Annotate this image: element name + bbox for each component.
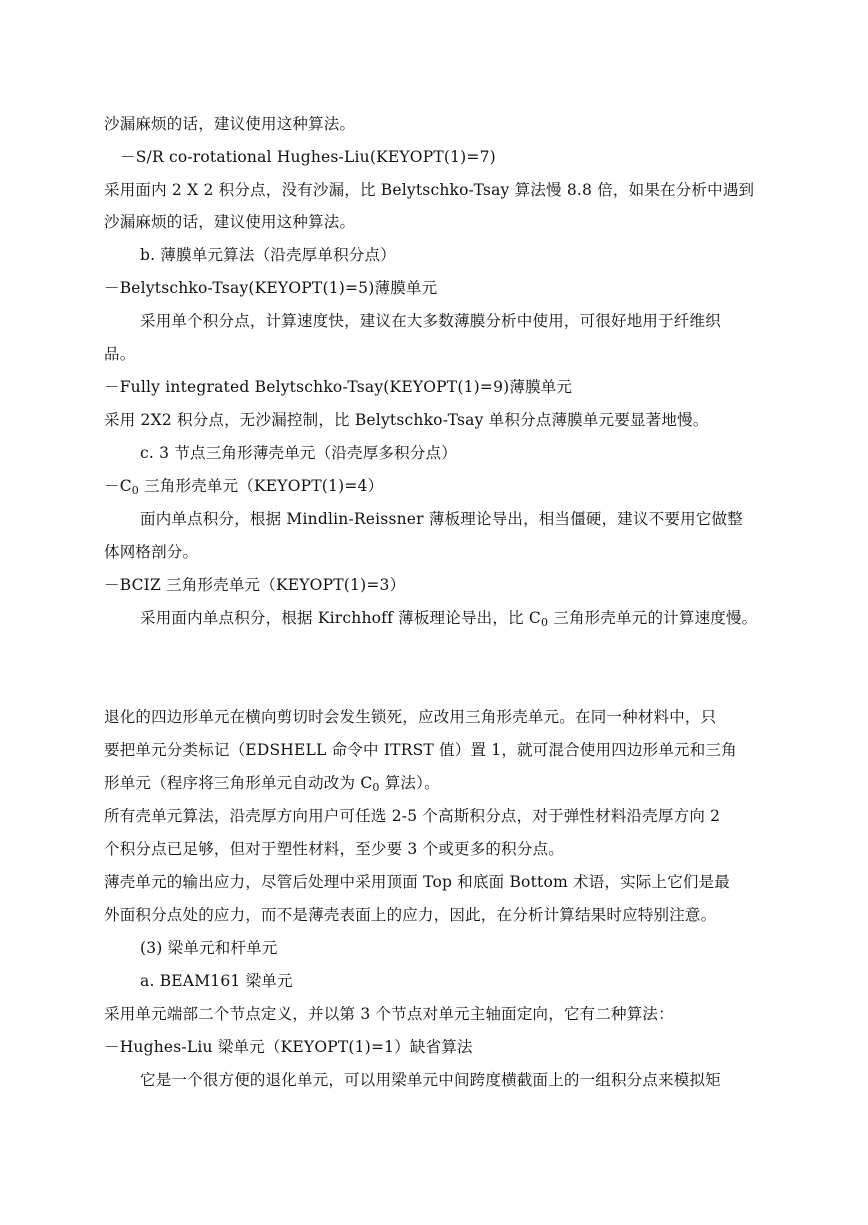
text-line: 沙漏麻烦的话，建议使用这种算法。 xyxy=(104,213,356,231)
text-run: 采用面内单点积分，根据 Kirchhoff 薄板理论导出，比 C xyxy=(140,609,541,627)
text-line: 采用单元端部二个节点定义，并以第 3 个节点对单元主轴面定向，它有二种算法： xyxy=(104,1005,674,1023)
text-line: －S/R co-rotational Hughes-Liu(KEYOPT(1)=7) xyxy=(120,148,496,166)
text-line: 所有壳单元算法，沿壳厚方向用户可任选 2-5 个高斯积分点，对于弹性材料沿壳厚方向 2 xyxy=(104,807,721,825)
text-run: 算法）。 xyxy=(379,774,440,792)
text-line xyxy=(104,773,794,793)
subscript: 0 xyxy=(540,616,549,629)
text-line: (3) 梁单元和杆单元 xyxy=(140,939,278,957)
text-line: 它是一个很方便的退化单元，可以用梁单元中间跨度横截面上的一组积分点来模拟矩 xyxy=(140,1071,721,1089)
text-run: －C xyxy=(104,477,132,495)
text-line: －BCIZ 三角形壳单元（KEYOPT(1)=3） xyxy=(104,576,406,594)
text-run: 三角形壳单元（KEYOPT(1)=4） xyxy=(138,477,384,495)
text-line: 退化的四边形单元在横向剪切时会发生锁死，应改用三角形壳单元。在同一种材料中，只 xyxy=(104,708,717,726)
text-line: 外面积分点处的应力，而不是薄壳表面上的应力，因此，在分析计算结果时应特别注意。 xyxy=(104,906,717,924)
text-line: 薄壳单元的输出应力，尽管后处理中采用顶面 Top 和底面 Bottom 术语，实际上它们是最 xyxy=(104,873,731,891)
text-line: 沙漏麻烦的话，建议使用这种算法。 xyxy=(104,115,356,133)
text-line: a. BEAM161 梁单元 xyxy=(140,972,293,990)
subscript: 0 xyxy=(131,484,139,497)
text-line: 个积分点已足够，但对于塑性材料，至少要 3 个或更多的积分点。 xyxy=(104,840,564,858)
text-line: 面内单点积分，根据 Mindlin-Reissner 薄板理论导出，相当僵硬，建议不要用它做整 xyxy=(140,510,743,528)
text-line: 体网格剖分。 xyxy=(104,543,199,561)
text-line: 要把单元分类标记（EDSHELL 命令中 ITRST 值）置 1，就可混合使用四边形单元和三角 xyxy=(104,741,737,759)
text-line: －Fully integrated Belytschko-Tsay(KEYOPT(1)=9)薄膜单元 xyxy=(104,378,573,396)
text-line: b. 薄膜单元算法（沿壳厚单积分点） xyxy=(140,246,396,264)
text-line: c. 3 节点三角形薄壳单元（沿壳厚多积分点） xyxy=(140,444,457,462)
text-run: 三角形壳单元的计算速度慢。 xyxy=(548,609,758,627)
text-line: －Belytschko-Tsay(KEYOPT(1)=5)薄膜单元 xyxy=(104,279,438,297)
text-line: 品。 xyxy=(104,345,136,363)
text-run: 形单元（程序将三角形单元自动改为 C xyxy=(104,774,373,792)
text-line: 采用面内 2 X 2 积分点，没有沙漏，比 Belytschko-Tsay 算法慢 8.8 倍，如果在分析中遇到 xyxy=(104,181,755,199)
text-line: 采用单个积分点，计算速度快，建议在大多数薄膜分析中使用，可很好地用于纤维织 xyxy=(140,312,721,330)
text-line xyxy=(140,608,830,628)
subscript: 0 xyxy=(372,781,380,794)
text-line: 采用 2X2 积分点，无沙漏控制，比 Belytschko-Tsay 单积分点薄膜单元要显著地慢。 xyxy=(104,411,709,429)
text-line: －Hughes-Liu 梁单元（KEYOPT(1)=1）缺省算法 xyxy=(104,1038,473,1056)
text-line xyxy=(104,476,794,496)
